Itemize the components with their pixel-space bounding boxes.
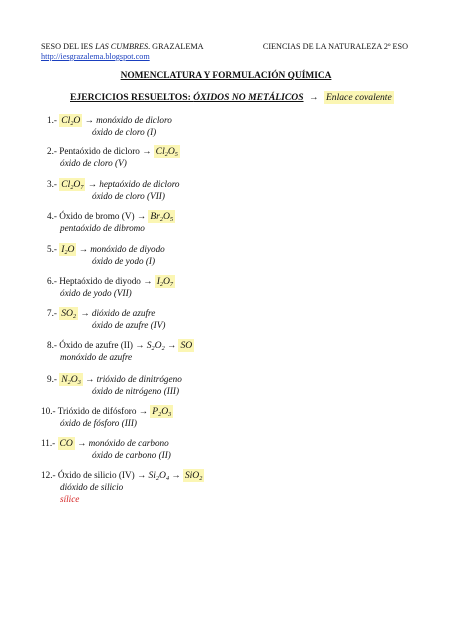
- oxide-formula: $I_2O$: [61, 244, 75, 256]
- arrow-icon: →: [85, 179, 100, 189]
- alternate-name: óxido de azufre (IV): [92, 320, 166, 330]
- empirical-formula: $Si_2O_4$: [148, 470, 170, 482]
- oxide-formula-subscript: 2: [72, 313, 77, 320]
- exercise-number: 3.-: [47, 179, 60, 189]
- oxide-formula-subscript: 3: [77, 379, 81, 386]
- oxide-formula: $Cl_2O_7$: [61, 179, 84, 191]
- school-suffix: . GRAZALEMA: [148, 42, 204, 51]
- arrow-icon: →: [134, 211, 149, 221]
- exercise-number: 12.-: [41, 470, 58, 480]
- page-title: NOMENCLATURA Y FORMULACIÓN QUÍMICA: [120, 71, 332, 81]
- oxide-formula: $N_2O_3$: [61, 374, 81, 386]
- school-name: LAS CUMBRES: [95, 42, 149, 51]
- alternate-name: óxido de cloro (I): [92, 127, 157, 137]
- exercise-number: 8.-: [47, 340, 60, 350]
- oxide-formula-subscript: 2: [159, 281, 163, 288]
- arrow-icon: →: [169, 470, 183, 480]
- compound-name: Óxido de silicio (IV): [57, 470, 135, 480]
- arrow-icon: →: [139, 146, 154, 156]
- empirical-formula-subscript: 2: [151, 345, 155, 352]
- compound-name: Trióxido de difósforo: [57, 406, 137, 416]
- header-school: [41, 42, 204, 62]
- oxide-formula-subscript: 2: [67, 379, 71, 386]
- exercise-number: 5.-: [47, 244, 60, 254]
- common-name: sílice: [60, 494, 80, 504]
- bond-type-badge: Enlace covalente: [325, 92, 392, 103]
- school-prefix: SESO DEL IES: [41, 42, 96, 51]
- oxide-formula: CO: [59, 438, 73, 449]
- oxide-formula: $SO_2$: [61, 308, 77, 320]
- alternate-name: óxido de nitrógeno (III): [92, 386, 179, 396]
- arrow-icon: →: [74, 438, 89, 448]
- oxide-formula-subscript: 2: [64, 249, 68, 256]
- arrow-icon: →: [140, 276, 155, 286]
- oxide-formula-subscript: 2: [158, 411, 162, 418]
- alternate-name: óxido de fósforo (III): [60, 418, 137, 428]
- oxide-formula-subscript: 3: [168, 411, 172, 418]
- oxide-formula: $P_2O_3$: [152, 406, 172, 418]
- compound-name: Óxido de bromo (V): [59, 211, 135, 221]
- empirical-formula-subscript: 4: [165, 475, 170, 482]
- alternate-name: óxido de cloro (VII): [92, 191, 165, 201]
- alternate-name: óxido de cloro (V): [60, 158, 127, 168]
- exercise-number: 10.-: [41, 406, 58, 416]
- oxide-formula-subscript: 5: [174, 151, 178, 158]
- oxide-formula-subscript: 5: [169, 216, 174, 223]
- empirical-formula-subscript: 2: [161, 345, 165, 352]
- exercise-number: 4.-: [47, 211, 60, 221]
- empirical-formula: $S_2O_2$: [146, 340, 165, 352]
- alternate-name: óxido de yodo (VII): [60, 288, 132, 298]
- oxide-formula-subscript: 7: [80, 184, 84, 191]
- exercise-number: 6.-: [47, 276, 60, 286]
- arrow-icon: →: [82, 374, 97, 384]
- exercise-number: 11.-: [41, 438, 58, 448]
- compound-name: Heptaóxido de diyodo: [59, 276, 141, 286]
- exercise-number: 1.-: [47, 115, 60, 125]
- compound-name: trióxido de dinitrógeno: [96, 374, 182, 384]
- alternate-name: óxido de yodo (I): [92, 256, 156, 266]
- empirical-formula-subscript: 2: [155, 475, 159, 482]
- arrow-icon: →: [164, 340, 179, 350]
- subtitle-label: EJERCICIOS RESUELTOS: ÓXIDOS NO METÁLICOS: [70, 92, 304, 103]
- compound-name: Pentaóxido de dicloro: [59, 146, 140, 156]
- arrow-icon: →: [134, 470, 149, 480]
- alternate-name: monóxido de azufre: [60, 352, 133, 362]
- oxide-formula-subscript: 2: [164, 151, 168, 158]
- compound-name: dióxido de azufre: [91, 308, 156, 318]
- compound-name: monóxido de carbono: [88, 438, 169, 448]
- oxide-formula: SO: [180, 340, 193, 351]
- alternate-name: pentaóxido de dibromo: [60, 223, 145, 233]
- arrow-icon: →: [82, 115, 97, 125]
- oxide-formula-subscript: 2: [70, 120, 74, 127]
- oxide-formula-subscript: 2: [199, 475, 203, 482]
- oxide-formula-subscript: 2: [70, 184, 74, 191]
- header-subject: CIENCIAS DE LA NATURALEZA 2º ESO: [262, 42, 408, 51]
- exercise-number: 7.-: [47, 308, 60, 318]
- oxide-formula: $Cl_2O$: [61, 115, 81, 127]
- compound-name: Óxido de azufre (II): [59, 340, 133, 350]
- alternate-name: dióxido de silicio: [60, 482, 124, 492]
- compound-name: heptaóxido de dicloro: [99, 179, 180, 189]
- compound-name: monóxido de diyodo: [90, 244, 165, 254]
- arrow-icon: →: [76, 244, 91, 254]
- arrow-icon: →: [78, 308, 92, 318]
- oxide-formula-subscript: 2: [159, 216, 163, 223]
- alternate-name: óxido de carbono (II): [92, 450, 171, 460]
- exercise-number: 2.-: [47, 146, 60, 156]
- page-subtitle: [70, 92, 394, 103]
- oxide-formula: $I_2O_7$: [156, 276, 174, 288]
- oxide-formula: SiO$_2$: [184, 470, 203, 482]
- subtitle-arrow: →: [308, 92, 319, 103]
- exercise-number: 9.-: [47, 374, 60, 384]
- oxide-formula-subscript: 7: [169, 281, 174, 288]
- oxide-formula: $Br_2O_5$: [150, 211, 174, 223]
- arrow-icon: →: [136, 406, 151, 416]
- oxide-formula: $Cl_2O_5$: [155, 146, 178, 158]
- arrow-icon: →: [132, 340, 147, 350]
- compound-name: monóxido de dicloro: [96, 115, 172, 125]
- blog-link[interactable]: http://iesgrazalema.blogspot.com: [41, 52, 150, 61]
